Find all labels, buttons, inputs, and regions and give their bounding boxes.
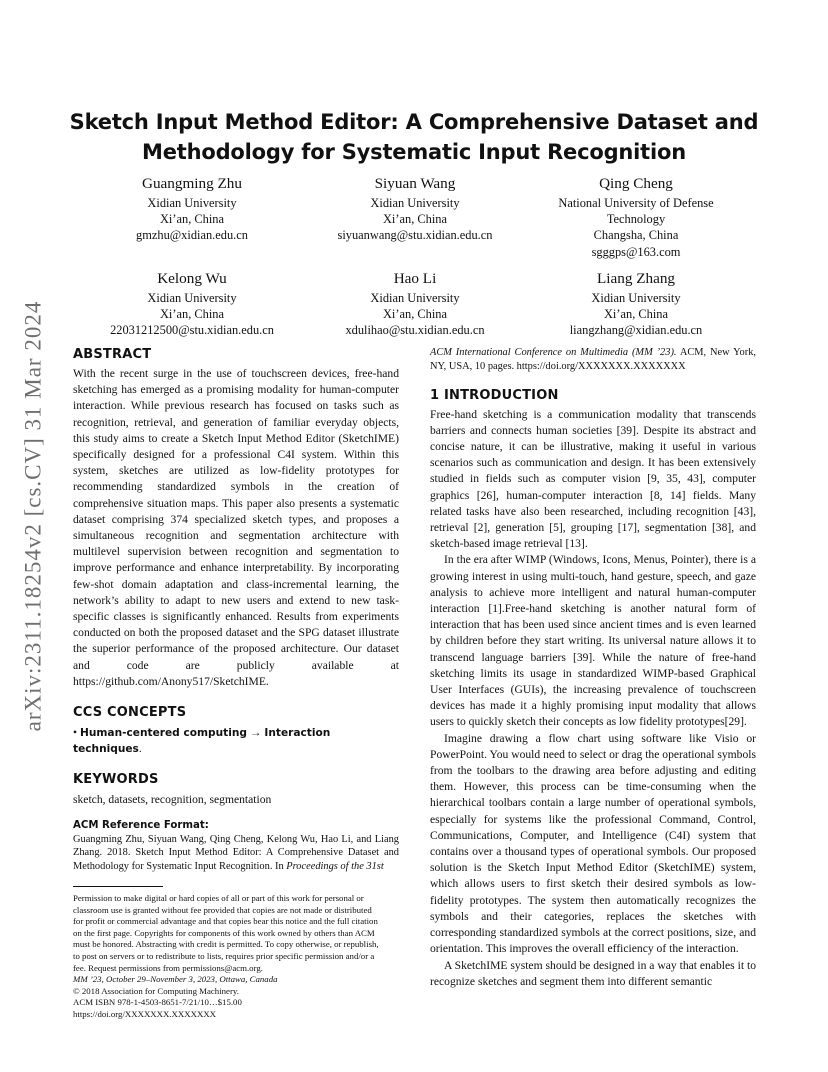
- introduction-heading: 1 INTRODUCTION: [430, 387, 559, 403]
- title-line: Methodology for Systematic Input Recognition: [142, 140, 686, 164]
- author-name: Guangming Zhu: [142, 175, 242, 192]
- author-location: Xi’an, China: [382, 307, 447, 322]
- author-affiliation: National University of Defense: [558, 196, 714, 210]
- author-name: Hao Li: [393, 270, 437, 287]
- acm-reference-text: [73, 833, 399, 874]
- author-block: [82, 269, 302, 339]
- ccs-concept: Human-centered computing: [79, 727, 247, 740]
- author-email: 22031212500@stu.xidian.edu.cn: [110, 323, 274, 338]
- arxiv-identifier: [12, 272, 54, 760]
- permission-line: must be honored. Abstracting with credit is permitted. To copy otherwise, or republish,: [73, 939, 379, 950]
- ccs-bullet: •: [73, 726, 78, 740]
- author-name: Kelong Wu: [157, 270, 227, 287]
- author-block: [305, 174, 525, 244]
- keywords-text: sketch, datasets, recognition, segmentation: [73, 793, 272, 807]
- abstract-heading: ABSTRACT: [73, 347, 152, 362]
- author-email: gmzhu@xidian.edu.cn: [136, 228, 248, 243]
- abstract-text: With the recent surge in the use of touchscreen devices, free-hand sketching has emerged as a promising modality for human-computer interaction. While previous research has focused on tasks such as recognition, retrieval, and generation of familiar everyday objects, this study aims to create a Sketch Input Method Editor (SketchIME) specifically designed for a professional C4I system. Within this system, sketches are utilized as low-fidelity prototypes for recommending standardized symbols in the creation of comprehensive situation maps. This paper also presents a systematic dataset comprising 374 specialized sketch types, and proposes a simultaneous recognition and segmentation architecture with multilevel supervision between recognition and segmentation to improve performance and enhance interpretability. By incorporating few-shot domain adaptation and class-incremental learning, the network’s ability to adapt to new users and extend to new task-specific classes is significantly enhanced. Results from experiments conducted on both the proposed dataset and the SPG dataset illustrate the superior performance of the proposed architecture. Our dataset and code are publicly available at https://github.com/Anony517/SketchIME.: [73, 367, 399, 688]
- ccs-arrow: →: [249, 726, 262, 740]
- author-affiliation: Xidian University: [370, 196, 460, 210]
- author-email: liangzhang@xidian.edu.cn: [569, 323, 703, 338]
- author-location: Changsha, China: [593, 228, 679, 243]
- author-location: Xi’an, China: [603, 307, 668, 322]
- author-affiliation: Xidian University: [591, 291, 681, 305]
- acm-reference-heading: ACM Reference Format:: [73, 819, 209, 831]
- author-block: [526, 174, 746, 260]
- author-affiliation-cont: Technology: [606, 212, 666, 227]
- ccs-subconcept: Interaction techniques: [73, 727, 331, 756]
- intro-paragraph: A SketchIME system should be designed in a way that enables it to recognize sketches and segment them into different semantic: [430, 958, 756, 988]
- permission-line: Permission to make digital or hard copies of all or part of this work for personal or: [73, 893, 364, 904]
- permission-line: for profit or commercial advantage and that copies bear this notice and the full citation: [73, 916, 378, 927]
- author-block: [82, 174, 302, 244]
- right-column: [430, 346, 756, 990]
- author-email: xdulihao@stu.xidian.edu.cn: [345, 323, 485, 338]
- author-email: siyuanwang@stu.xidian.edu.cn: [337, 228, 493, 243]
- author-location: Xi’an, China: [382, 212, 447, 227]
- arxiv-identifier-text: arXiv:2311.18254v2 [cs.CV] 31 Mar 2024: [20, 300, 45, 732]
- acm-reference-body: Guangming Zhu, Siyuan Wang, Qing Cheng, Kelong Wu, Hao Li, and Liang Zhang. 2018. Sketch Input Method Editor: A Comprehensive Dataset and Methodology for Systematic Input Recognition. In: [73, 833, 399, 873]
- author-block: [305, 269, 525, 339]
- doi-line: https://doi.org/XXXXXXX.XXXXXXX: [73, 1009, 217, 1019]
- acm-reference-venue: Proceedings of the 31st: [286, 861, 384, 873]
- title-line: Sketch Input Method Editor: A Comprehensive Dataset and: [69, 110, 759, 134]
- author-affiliation: Xidian University: [370, 291, 460, 305]
- author-affiliation: Xidian University: [147, 291, 237, 305]
- author-name: Siyuan Wang: [374, 175, 456, 192]
- conference-line: MM ’23, October 29–November 3, 2023, Ottawa, Canada: [73, 974, 278, 985]
- left-column: [73, 346, 399, 1021]
- author-location: Xi’an, China: [159, 307, 224, 322]
- intro-paragraph: Free-hand sketching is a communication modality that transcends barriers and connects human societies [39]. Despite its abstract and concise nature, it can be illustrative, making it useful in various scenarios such as communication and design. It has been extensively studied in fields such as computer vision [9, 35, 43], computer graphics [26], human-computer interaction [8, 14] fields. Many related tasks have also been researched, including recognition [43], retrieval [2], generation [5], grouping [17], segmentation [38], and sketch-based image retrieval [13].: [430, 407, 756, 551]
- acm-reference-tail: ACM, New York, NY, USA, 10 pages. https://doi.org/XXXXXXX.XXXXXXX: [430, 347, 756, 372]
- author-name: Qing Cheng: [599, 175, 673, 192]
- author-name: Liang Zhang: [596, 270, 676, 287]
- footnote-rule: [73, 886, 163, 887]
- ccs-concepts: [73, 725, 399, 757]
- author-email: sgggps@163.com: [591, 244, 681, 259]
- ccs-period: .: [138, 742, 142, 756]
- paper-title: [60, 107, 768, 167]
- intro-paragraph: In the era after WIMP (Windows, Icons, Menus, Pointer), there is a growing interest in using multi-touch, hand gesture, speech, and gaze analysis to achieve more intelligent and natural human-computer interaction [1].Free-hand sketching is another natural form of interaction that has been used since ancient times and is even learned by children before they start writing. Its universal nature allows it to transcend language barriers [39]. While the nature of free-hand sketching limits its usage in standardized WIMP-based Graphical User Interfaces (GUIs), the increasing prevalence of touchscreen devices has made it a highly promising input modality that allows users to quickly sketch their concepts as low fidelity prototypes[29].: [430, 553, 756, 729]
- permission-notice: [73, 893, 399, 1021]
- copyright-line: © 2018 Association for Computing Machinery.: [73, 985, 239, 996]
- permission-line: on the first page. Copyrights for components of this work owned by others than ACM: [73, 927, 375, 938]
- permission-line: classroom use is granted without fee provided that copies are not made or distributed: [73, 904, 372, 915]
- keywords-heading: KEYWORDS: [73, 772, 159, 788]
- acm-reference-venue-cont: ACM International Conference on Multimedia (MM ’23).: [430, 347, 677, 358]
- author-block: [526, 269, 746, 339]
- acm-reference-continued: [430, 346, 756, 374]
- ccs-heading: CCS CONCEPTS: [73, 705, 187, 721]
- intro-paragraph: Imagine drawing a flow chart using software like Visio or PowerPoint. You would need to select or drag the operational symbols from the toolbars to the drawing area before adjusting and editing them. However, this process can be time-consuming when the hierarchical toolbars contain a large number of operational symbols, especially for systems like the professional Command, Control, Communications, Computer, and Intelligence (C4I) system that contains over a thousand types of operational symbols. Our proposed solution is the Sketch Input Method Editor (SketchIME) system, which allows users to first sketch their desired symbols as low-fidelity prototypes. The system then automatically recognizes the symbols and their categories, replaces the sketches with corresponding standardized symbols at the correct positions, size, and orientation. This improves the overall efficiency of the interaction.: [430, 731, 756, 956]
- permission-line: fee. Request permissions from permissions@acm.org.: [73, 962, 263, 973]
- isbn-line: ACM ISBN 978-1-4503-8651-7/21/10…$15.00: [73, 997, 242, 1008]
- author-location: Xi’an, China: [159, 212, 224, 227]
- permission-line: to post on servers or to redistribute to lists, requires prior specific permission and/or a: [73, 951, 375, 962]
- author-affiliation: Xidian University: [147, 196, 237, 210]
